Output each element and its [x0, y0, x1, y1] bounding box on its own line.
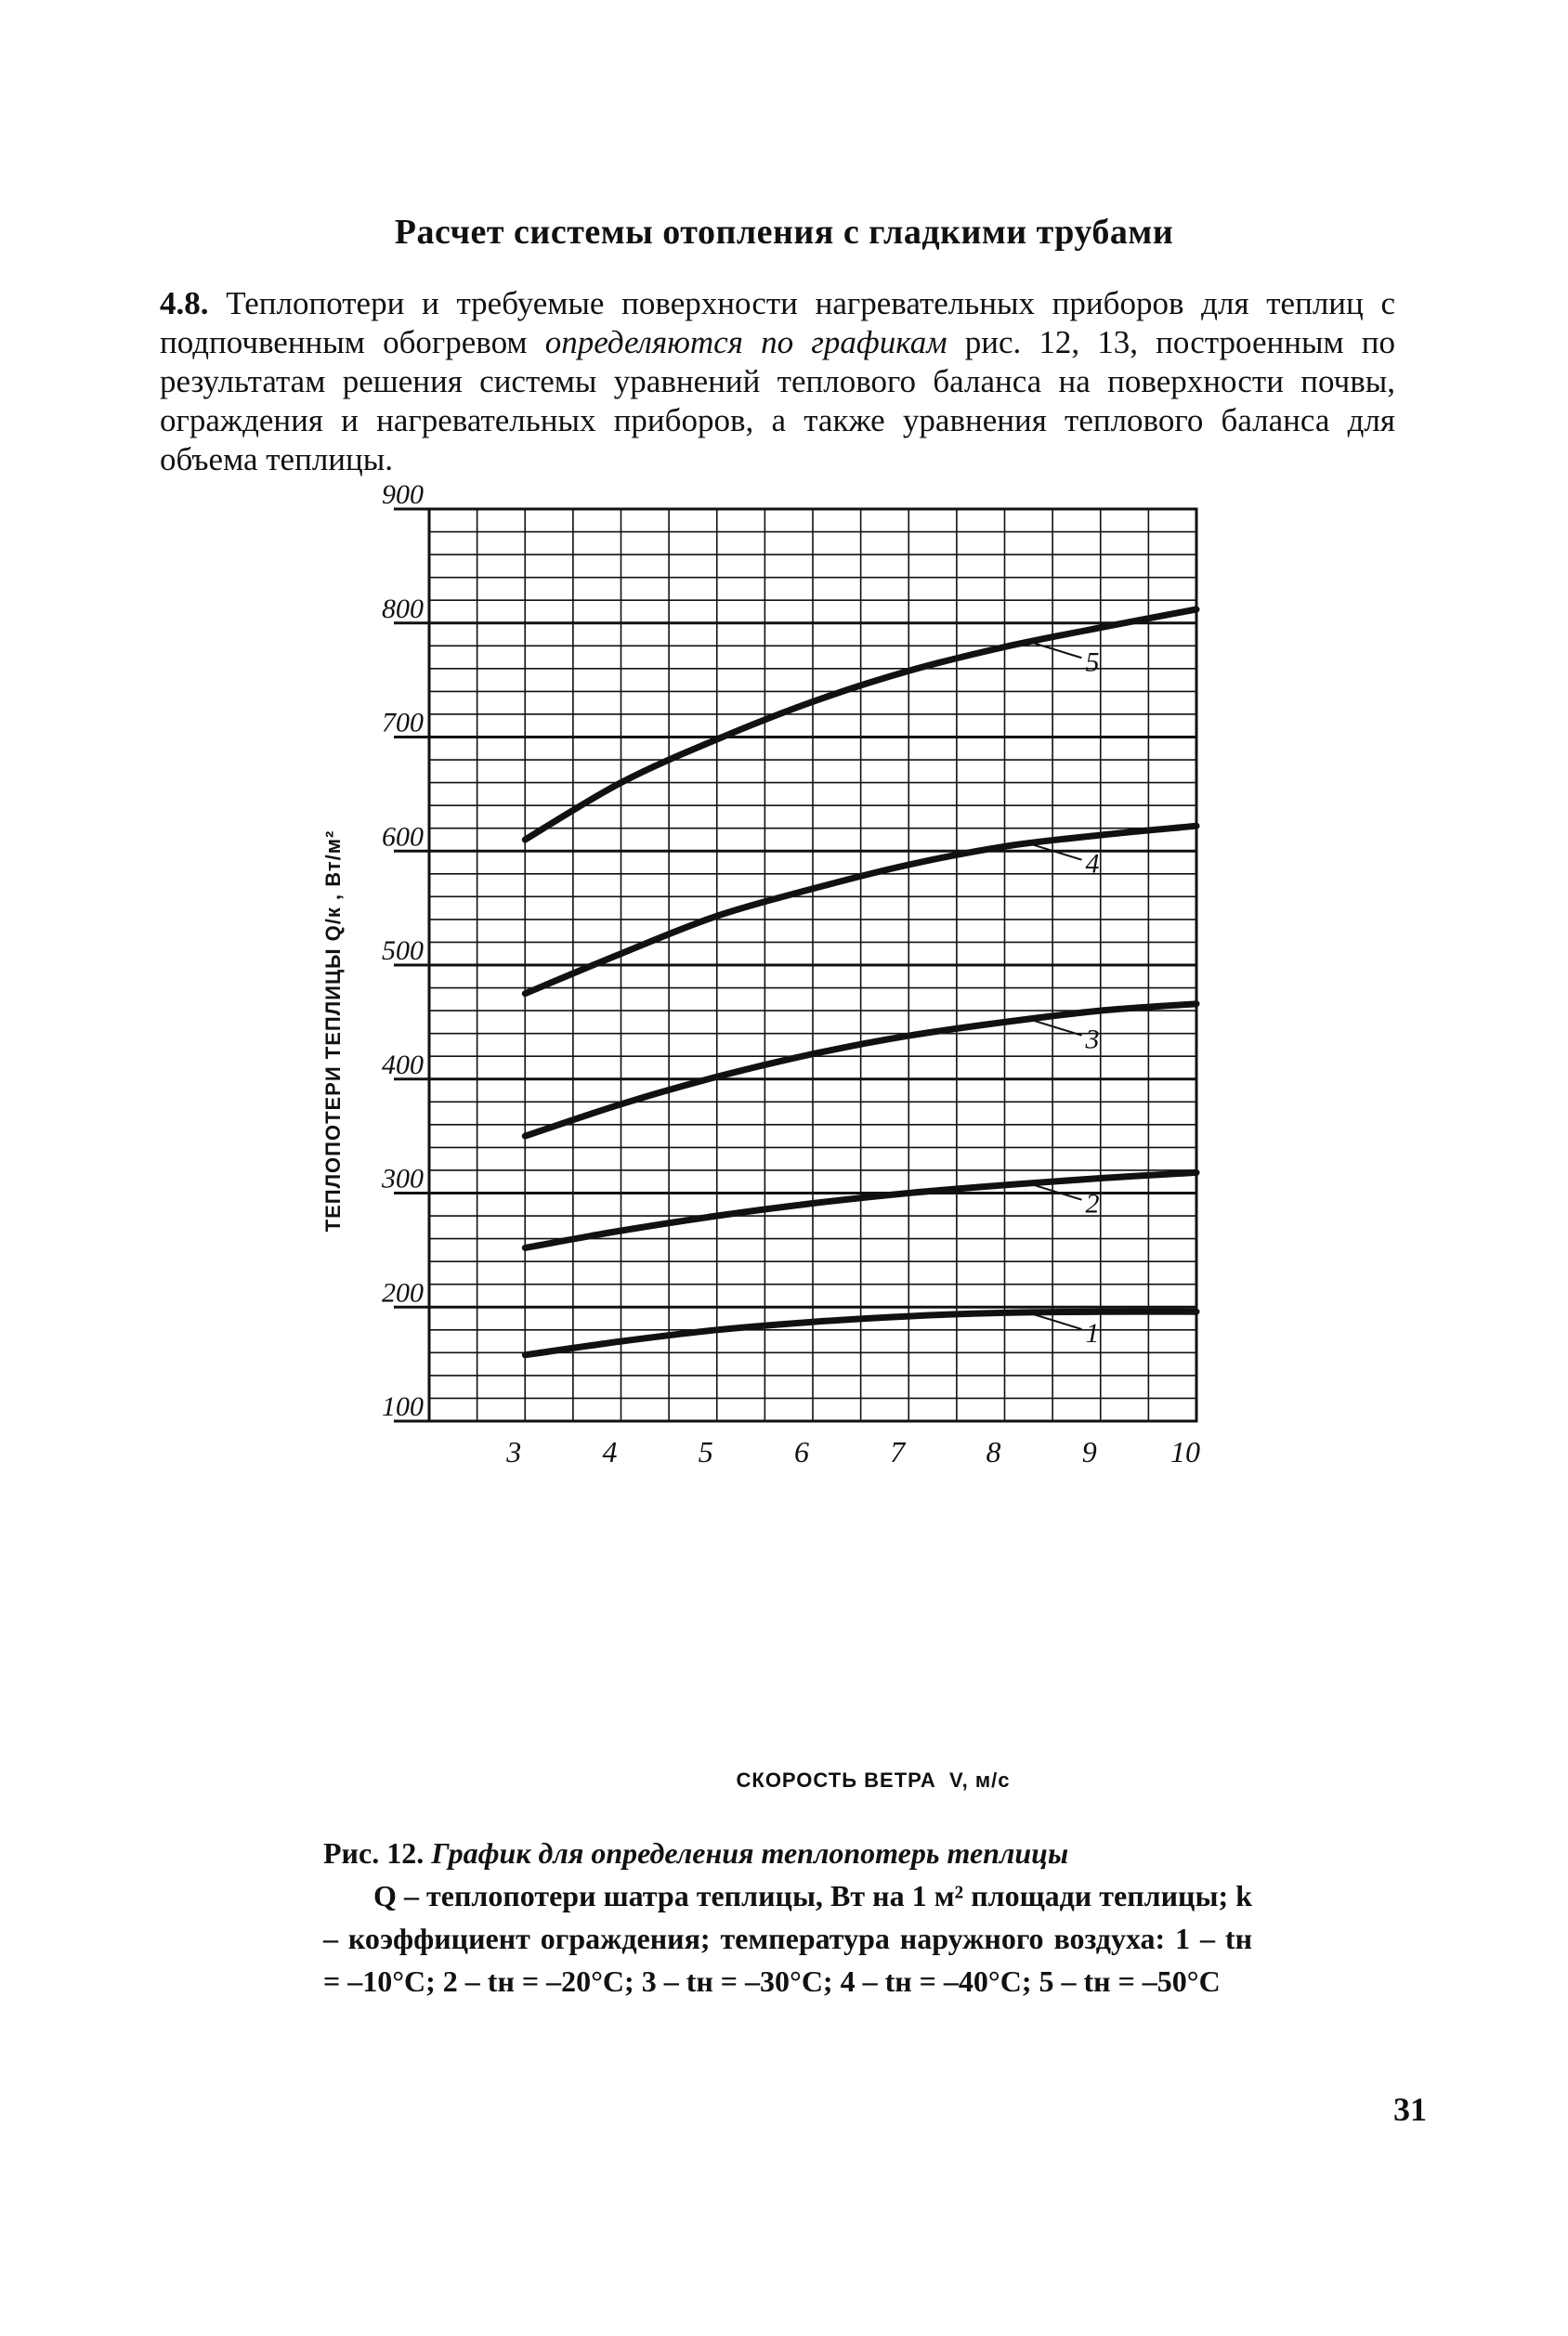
y-tick-label: 800: [382, 593, 424, 624]
y-tick-label: 400: [382, 1049, 424, 1080]
x-tick-label: 4: [602, 1435, 618, 1468]
series-leaders: [1033, 643, 1099, 1349]
caption-line-2: k – коэффициент ограждения; температура наружного воздуха:: [323, 1879, 1253, 1955]
paragraph-italic-text: определяются по графикам: [544, 324, 947, 360]
x-tick-label: 9: [1081, 1435, 1097, 1468]
page-number: 31: [1393, 2091, 1427, 2128]
y-tick-label: 100: [382, 1391, 424, 1422]
leader-line-1: [1033, 1314, 1081, 1329]
x-tick-label: 10: [1170, 1435, 1200, 1468]
x-tick-label: 8: [986, 1435, 1001, 1468]
x-tick-label: 5: [698, 1435, 713, 1468]
section-heading: Расчет системы отопления с гладкими трубами: [394, 213, 1174, 252]
x-axis-label: СКОРОСТЬ ВЕТРА V, м/с: [736, 1768, 1011, 1792]
y-tick-label: 300: [382, 1163, 424, 1194]
figure-caption: [323, 1832, 1252, 2003]
series-label-1: 1: [1085, 1318, 1100, 1350]
y-tick-label: 600: [382, 821, 424, 853]
paragraph-number: 4.8.: [160, 285, 209, 321]
caption-legend: 1 – tн = –10°С; 2 – tн = –20°С; 3 – tн = –30°С; 4 – tн = –40°С; 5 – tн = –50°С: [323, 1922, 1253, 1998]
paragraph-text-start: Теплопотери и требуемые поверхности нагревательных приборов для теплиц с подпочвенным обогревом: [160, 285, 1395, 360]
paragraph-text-end: рис. 12, 13, построенным по результатам решения системы уравнений теплового баланса на поверхности почвы, ограждения и нагревательных приборов, а также уравнения теплового баланса для объема теплицы.: [160, 324, 1396, 477]
x-axis-ticks: [505, 1435, 1200, 1468]
caption-label: Рис. 12.: [323, 1836, 425, 1870]
y-tick-label: 700: [382, 707, 424, 738]
y-tick-label: 900: [382, 479, 424, 510]
series-label-5: 5: [1085, 646, 1100, 678]
y-tick-label: 500: [382, 935, 424, 966]
series-label-2: 2: [1085, 1188, 1100, 1220]
y-axis-ticks: [381, 479, 424, 1422]
series-label-3: 3: [1085, 1024, 1100, 1055]
x-tick-label: 7: [890, 1435, 906, 1468]
y-axis-label: ТЕПЛОПОТЕРИ ТЕПЛИЦЫ Q/к , Вт/м²: [321, 829, 345, 1233]
y-tick-label: 200: [382, 1277, 424, 1309]
series-label-4: 4: [1085, 848, 1100, 880]
x-tick-label: 3: [506, 1435, 522, 1468]
x-tick-label: 6: [794, 1435, 809, 1468]
caption-line-1: Q – теплопотери шатра теплицы, Вт на 1 м² площади теплицы;: [373, 1879, 1229, 1912]
caption-title: График для определения теплопотерь теплицы: [431, 1836, 1069, 1870]
